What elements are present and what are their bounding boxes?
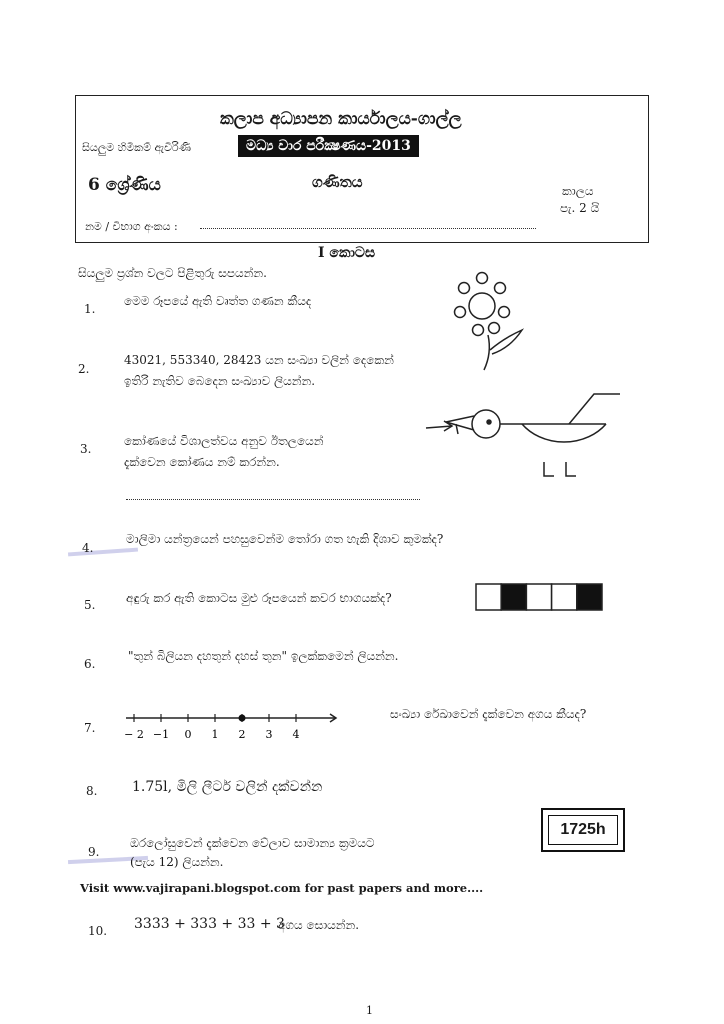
- bird-eye: [487, 420, 491, 424]
- name-index-label: නම / විභාග අංකය :: [85, 220, 178, 233]
- name-answer-line: [200, 228, 536, 229]
- petal-circle: [495, 283, 506, 294]
- question-2-line2: ඉතිරි නැතිව බෙදෙන සංඛ්‍යාව ලියන්න.: [124, 374, 316, 388]
- subject-label: ගණිතය: [312, 173, 363, 191]
- question-3-line1: කෝණයේ විශාලත්වය අනුව ඊතලයෙන්: [124, 434, 324, 448]
- question-6-text: "තුන් බිලියන දහතුන් දහස් තුන" ඉලක්කමෙන් ලියන්න.: [128, 649, 399, 663]
- question-1-text: මෙම රූපයේ ඇති වෘත්ත ගණන කීයද: [124, 294, 312, 308]
- number-line-marked-point: [239, 715, 246, 722]
- question-10-expression: 3333 + 333 + 33 + 3: [134, 916, 285, 932]
- question-9-line2: (පැය 12) ලියන්න.: [130, 855, 224, 869]
- question-2-line1: 43021, 553340, 28423 යන සංඛ්‍යා වලින් දෙකෙන්: [124, 353, 394, 367]
- number-line-tick-label: 0: [184, 728, 192, 741]
- petal-circle: [473, 325, 484, 336]
- question-8-number: 8.: [86, 784, 98, 798]
- question-5-text: අඳුරු කර ඇති කොටස මුළු රූපයෙන් කවර භාගයක්ද?: [126, 591, 392, 605]
- section-title: I කොටස: [318, 245, 376, 261]
- instruction-text: සියලුම ප්‍රශ්න වලට පිළිතුරු සපයන්න.: [78, 266, 267, 280]
- question-3-number: 3.: [80, 442, 92, 456]
- question-6-number: 6.: [84, 657, 96, 671]
- petal-circle: [459, 283, 470, 294]
- question-10-number: 10.: [88, 924, 108, 938]
- question-8-text: 1.75l, මිලි ලීටර් වලින් දක්වන්න: [132, 779, 323, 795]
- question-2-number: 2.: [78, 362, 90, 376]
- shaded-part: [577, 584, 602, 610]
- number-line-tick-label: 2: [238, 728, 246, 741]
- bird-head-circle: [472, 410, 500, 438]
- question-9-number: 9.: [88, 845, 100, 859]
- time-label: කාලය: [562, 184, 594, 198]
- question-3-line2: දැක්වෙන කෝණය නම් කරන්න.: [124, 455, 280, 469]
- grade-label: 6 ශ්‍රේණිය: [88, 175, 161, 195]
- petal-circle: [489, 323, 500, 334]
- office-title: කලාප අධ්‍යාපන කාර්යාලය-ගාල්ල: [220, 109, 462, 129]
- copyright-notice: සියලුම හිමිකම් ඇවිරිණි: [82, 141, 191, 154]
- bird-leg: [544, 462, 554, 476]
- unshaded-part: [476, 584, 501, 610]
- petal-circle: [455, 307, 466, 318]
- shaded-part: [501, 584, 526, 610]
- question-10-text: අගය සොයන්න.: [278, 918, 360, 932]
- fraction-strip-figure: [475, 582, 603, 612]
- number-line-figure: [124, 706, 344, 746]
- flower-stem: [484, 335, 489, 370]
- question-7-text: සංඛ්‍යා රේඛාවෙන් දැක්වෙන අගය කීයද?: [390, 707, 587, 721]
- digital-time-box: [541, 808, 625, 852]
- number-line-tick-label: 4: [292, 728, 300, 741]
- bird-leg: [566, 462, 576, 476]
- website-note: Visit www.vajirapani.blogspot.com for past papers and more....: [80, 881, 484, 895]
- unshaded-part: [526, 584, 551, 610]
- question-7-number: 7.: [84, 721, 96, 735]
- petal-circle: [477, 273, 488, 284]
- flower-circles-figure: [448, 268, 528, 376]
- time-value: පැ. 2 යි: [560, 201, 600, 215]
- question-4-text: මාලිමා යන්ත්‍රයෙන් පහසුවෙන්ම තෝරා ගත හැකි දිශාව කුමක්ද?: [126, 532, 444, 546]
- question-9-line1: ඔරලෝසුවෙන් දැක්වෙන වේලාව සාමාන්‍ය ක්‍රමයට: [130, 836, 375, 850]
- clock-display: 1725h: [548, 815, 618, 845]
- question-5-number: 5.: [84, 598, 96, 612]
- number-line-tick-label: 3: [265, 728, 273, 741]
- bird-tail: [569, 394, 620, 424]
- question-1-number: 1.: [84, 302, 96, 316]
- bird-body: [522, 424, 606, 442]
- question-3-answer-line: [126, 499, 420, 500]
- number-line-tick-label: −1: [152, 728, 170, 741]
- petal-circle: [499, 307, 510, 318]
- unshaded-part: [552, 584, 577, 610]
- page-number: 1: [366, 1004, 373, 1017]
- number-line-tick-label: − 2: [124, 728, 144, 741]
- number-line-tick-label: 1: [211, 728, 219, 741]
- flower-center-circle: [469, 293, 495, 319]
- question-4-number: 4.: [82, 541, 94, 555]
- bird-angle-figure: [424, 388, 624, 478]
- exam-title-banner: මධ්‍ය වාර පරීක්‍ෂණය-2013: [238, 135, 419, 157]
